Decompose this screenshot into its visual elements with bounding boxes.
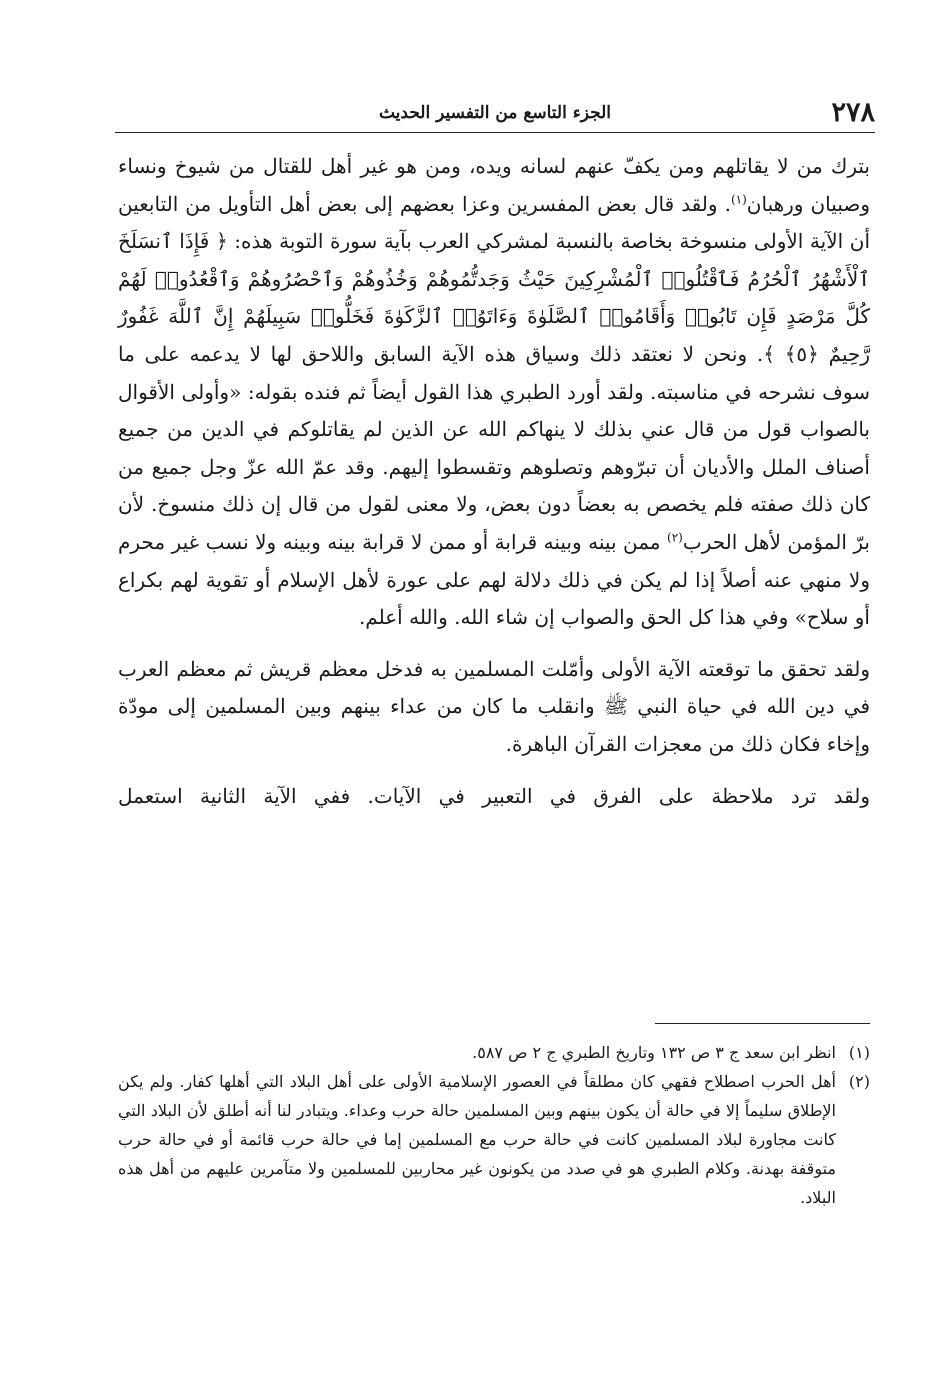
footnote-ref-1: (١) [730,191,747,206]
footnote-number: (١) [848,1043,870,1062]
footnote-1 [118,1038,870,1067]
paragraph-2: ولقد تحقق ما توقعته الآية الأولى وأمّلت المسلمين به فدخل معظم قريش ثم معظم العرب في دين الله في حياة النبي ﷺ وانقلب ما كان من عداء بينهم وبين المسلمين إلى مودّة وإخاء فكان ذلك من معجزات القرآن الباهرة. [118,656,870,756]
paragraph-3: ولقد ترد ملاحظة على الفرق في التعبير في الآيات. ففي الآية الثانية استعمل [118,783,870,808]
paragraph-1-part-b: . ولقد قال بعض المفسرين وعزا بعضهم إلى بعض أهل التأويل من التابعين أن الآية الأولى منسوخة بخاصة بالنسبة لمشركي العرب بآية سورة التوبة هذه: ﴿ فَإِذَا ٱنسَلَخَ ٱلْأَشْهُرُ ٱلْحُرُمُ فَٱقْتُلُوا۟ ٱلْمُشْرِكِينَ حَيْثُ وَجَدتُّمُوهُمْ وَخُذُوهُمْ وَٱحْصُرُوهُمْ وَٱقْعُدُوا۟ لَهُمْ كُلَّ مَرْصَدٍ فَإِن تَابُوا۟ وَأَقَامُوا۟ ٱلصَّلَوٰةَ وَءَاتَوُا۟ ٱلزَّكَوٰةَ فَخَلُّوا۟ سَبِيلَهُمْ إِنَّ ٱللَّهَ غَفُورٌ رَّحِيمٌ ﴿٥﴾ ﴾. ونحن لا نعتقد ذلك وسياق هذه الآية السابق واللاحق لها لا يدعمه على ما سوف نشرحه في مناسبته. ولقد أورد الطبري هذا القول أيضاً ثم فنده بقوله: «وأولى الأقوال بالصواب قول من قال عني بذلك لا ينهاكم الله عن الذين لم يقاتلوكم في الدين من جميع أصناف الملل والأديان أن تبرّوهم وتصلوهم وتقسطوا إليهم. وقد عمّ الله عزّ وجل جميع من كان ذلك صفته فلم يخصص به بعضاً دون بعض، ولا معنى لقول من قال إن ذلك منسوخ. لأن برّ المؤمن لأهل الحرب [118,191,870,554]
footnote-ref-2: (٢) [667,530,683,545]
page-header [115,96,875,133]
running-title: الجزء التاسع من التفسير الحديث [378,103,611,123]
paragraph-1 [118,148,870,637]
footnote-text: انظر ابن سعد ج ٣ ص ١٣٢ وتاريخ الطبري ج ٢ ص ٥٨٧. [472,1043,836,1062]
paragraph-1-part-a: بترك من لا يقاتلهم ومن يكفّ عنهم لسانه ويده، ومن هو غير أهل للقتال من شيوخ ونساء وصبيان ورهبان [118,154,870,216]
footnote-text: أهل الحرب اصطلاح فقهي كان مطلقاً في العصور الإسلامية الأولى على أهل البلاد التي أهلها كفار. ولم يكن الإطلاق سليماً إلا في حالة أن يكون بينهم وبين المسلمين حالة حرب وعداء. ويتبادر لنا أنه أطلق لأن البلاد التي كانت مجاورة لبلاد المسلمين كانت في حالة حرب مع المسلمين إما في حالة حرب قائمة أو في حالة حرب متوقفة بهدنة. وكلام الطبري هو في صدد من يكونون غير محاربين للمسلمين ولا متآمرين عليهم من أهل هذه البلاد. [118,1072,837,1207]
page-number: ٢٧٨ [831,97,875,128]
footnotes [118,1038,870,1212]
footnote-2 [118,1067,870,1212]
main-text [118,148,870,815]
footnote-separator [655,1023,870,1024]
paragraph-1-part-c: ممن بينه وبينه قرابة أو ممن لا قرابة بينه وبينه ولا نسب غير محرم ولا منهي عنه أصلاً إذا لم يكن في ذلك دلالة لهم على عورة لأهل الإسلام أو تقوية لهم بكراع أو سلاح» وفي هذا كل الحق والصواب إن شاء الله. والله أعلم. [118,529,870,630]
footnote-number: (٢) [848,1072,870,1091]
